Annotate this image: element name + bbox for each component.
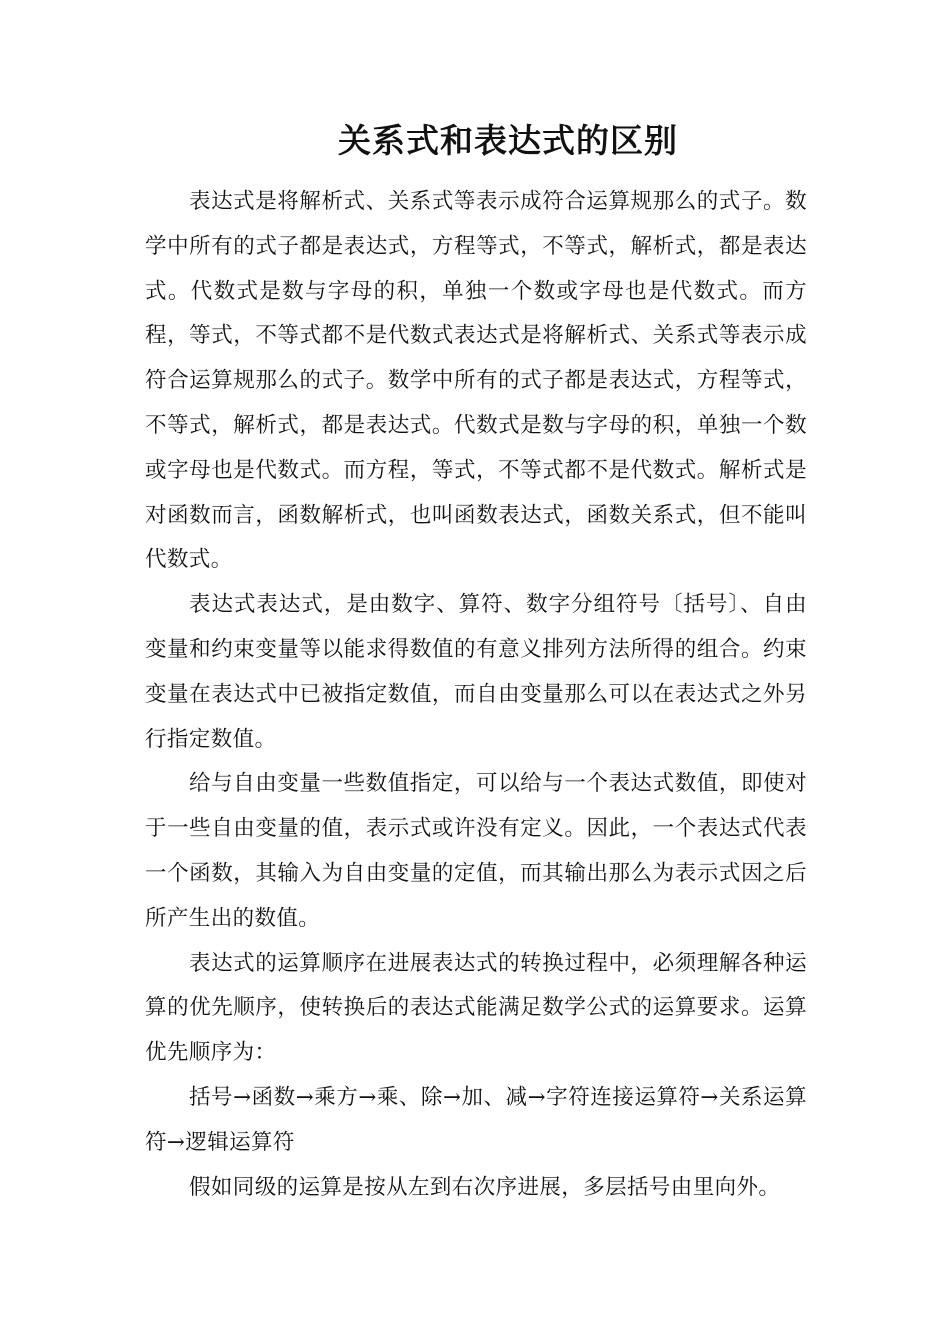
paragraph-5: 括号→函数→乘方→乘、除→加、减→字符连接运算符→关系运算符→逻辑运算符 (145, 1084, 807, 1155)
paragraph-3: 给与自由变量一些数值指定，可以给与一个表达式数值，即使对于一些自由变量的值，表示式或许没有定义。因此，一个表达式代表一个函数，其输入为自由变量的定值，而其输出那么为表示式因之后所产生出的数值。 (145, 771, 807, 931)
paragraph-4: 表达式的运算顺序在进展表达式的转换过程中，必须理解各种运算的优先顺序，使转换后的表达式能满足数学公式的运算要求。运算优先顺序为： (145, 950, 807, 1066)
paragraph-2: 表达式表达式，是由数字、算符、数字分组符号〔括号〕、自由变量和约束变量等以能求得数值的有意义排列方法所得的组合。约束变量在表达式中已被指定数值，而自由变量那么可以在表达式之外另行指定数值。 (145, 592, 807, 752)
document-title: 关系式和表达式的区别 (338, 121, 678, 160)
document-body (145, 180, 807, 1210)
paragraph-6: 假如同级的运算是按从左到右次序进展，多层括号由里向外。 (189, 1174, 781, 1200)
paragraph-1: 表达式是将解析式、关系式等表示成符合运算规那么的式子。数学中所有的式子都是表达式，方程等式，不等式，解析式，都是表达式。代数式是数与字母的积，单独一个数或字母也是代数式。而方程，等式，不等式都不是代数式表达式是将解析式、关系式等表示成符合运算规那么的式子。数学中所有的式子都是表达式，方程等式，不等式，解析式，都是表达式。代数式是数与字母的积，单独一个数或字母也是代数式。而方程，等式，不等式都不是代数式。解析式是对函数而言，函数解析式，也叫函数表达式，函数关系式，但不能叫代数式。 (145, 189, 807, 573)
